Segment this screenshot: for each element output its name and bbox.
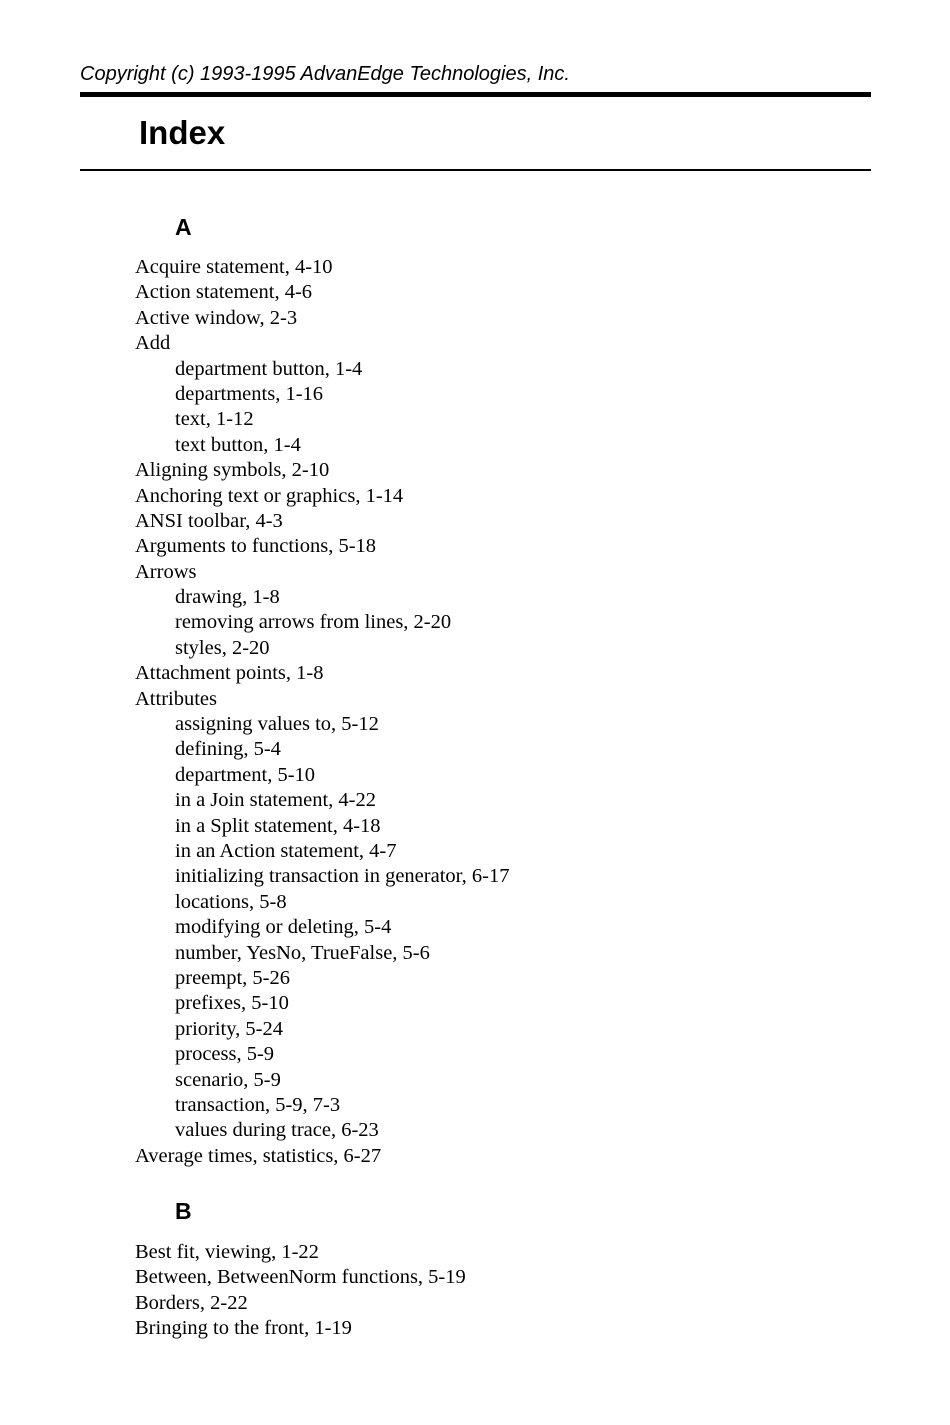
index-subentry: drawing, 1-8 (175, 586, 280, 609)
index-subentry: text button, 1-4 (175, 433, 301, 456)
index-subentry: defining, 5-4 (175, 738, 281, 761)
index-entry: Add (135, 332, 171, 355)
index-subentry: styles, 2-20 (175, 636, 270, 659)
index-subentry: initializing transaction in generator, 6-17 (175, 865, 510, 888)
index-subentry: process, 5-9 (175, 1043, 275, 1066)
index-entry: Arrows (135, 560, 197, 583)
index-entry: Arguments to functions, 5-18 (135, 535, 377, 558)
copyright-notice: Copyright (c) 1993-1995 AdvanEdge Technologies, Inc. (80, 63, 570, 85)
index-entry: Anchoring text or graphics, 1-14 (135, 484, 404, 507)
index-subentry: text, 1-12 (175, 408, 254, 431)
section-letter-b: B (175, 1198, 192, 1224)
index-entry: Bringing to the front, 1-19 (135, 1317, 352, 1340)
header-rule (80, 92, 871, 97)
index-entry: ANSI toolbar, 4-3 (135, 509, 283, 532)
index-subentry: scenario, 5-9 (175, 1068, 281, 1091)
index-subentry: preempt, 5-26 (175, 966, 290, 989)
index-entry: Active window, 2-3 (135, 306, 298, 329)
index-subentry: department, 5-10 (175, 763, 316, 786)
index-list-b (135, 1240, 466, 1342)
index-entry: Acquire statement, 4-10 (135, 256, 333, 278)
index-entry: Attachment points, 1-8 (135, 662, 324, 685)
index-subentry: in a Split statement, 4-18 (175, 814, 381, 837)
index-subentry: removing arrows from lines, 2-20 (175, 611, 452, 634)
index-subentry: prefixes, 5-10 (175, 992, 289, 1015)
index-entry: Action statement, 4-6 (135, 281, 313, 304)
title-rule (80, 169, 871, 171)
index-subentry: department button, 1-4 (175, 357, 363, 380)
index-subentry: in an Action statement, 4-7 (175, 839, 397, 862)
index-subentry: modifying or deleting, 5-4 (175, 916, 392, 939)
index-subentry: number, YesNo, TrueFalse, 5-6 (175, 941, 430, 964)
index-entry: Between, BetweenNorm functions, 5-19 (135, 1266, 466, 1289)
index-subentry: locations, 5-8 (175, 890, 287, 913)
index-subentry: departments, 1-16 (175, 382, 324, 405)
index-entry: Attributes (135, 687, 217, 710)
index-entry: Aligning symbols, 2-10 (135, 459, 330, 482)
section-letter-a: A (175, 214, 192, 240)
index-subentry: in a Join statement, 4-22 (175, 789, 376, 812)
index-entry: Best fit, viewing, 1-22 (135, 1241, 319, 1263)
index-subentry: transaction, 5-9, 7-3 (175, 1093, 341, 1116)
page-title: Index (139, 114, 226, 151)
index-entry: Average times, statistics, 6-27 (135, 1144, 382, 1167)
index-entry: Borders, 2-22 (135, 1291, 248, 1314)
index-subentry: priority, 5-24 (175, 1017, 283, 1040)
index-list-a (135, 255, 509, 1169)
index-subentry: assigning values to, 5-12 (175, 713, 379, 736)
index-subentry: values during trace, 6-23 (175, 1119, 379, 1142)
